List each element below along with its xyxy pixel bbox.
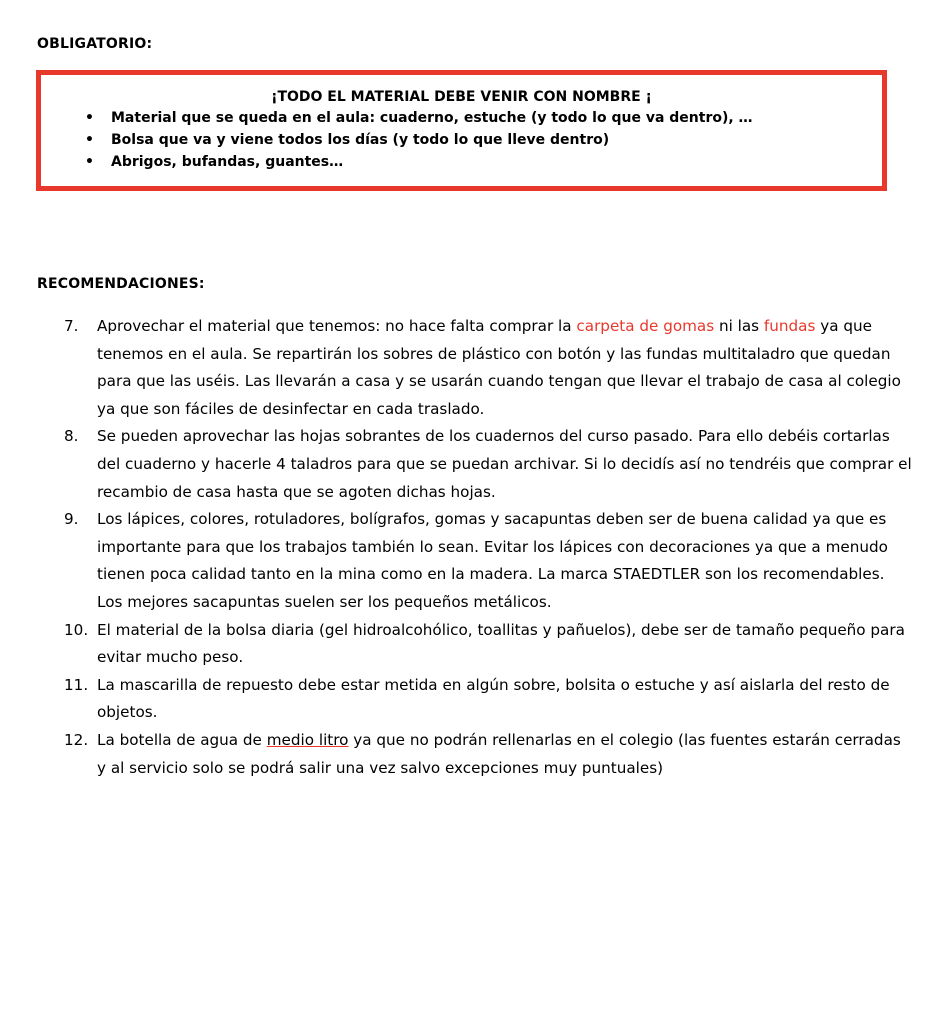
item-number: 11.	[64, 675, 89, 694]
highlight-fundas: fundas	[763, 317, 816, 335]
item-number: 12.	[64, 730, 89, 749]
obligatorio-heading: OBLIGATORIO:	[37, 36, 153, 52]
highlight-carpeta: carpeta de gomas	[576, 317, 715, 335]
notice-title: ¡TODO EL MATERIAL DEBE VENIR CON NOMBRE ¡	[271, 89, 652, 105]
item-text: La mascarilla de repuesto debe estar metida en algún sobre, bolsita o estuche y así aislarla del resto de objetos.	[97, 675, 890, 722]
item-text: Se pueden aprovechar las hojas sobrantes de los cuadernos del curso pasado. Para ello debéis cortarlas del cuaderno y hacerle 4 taladros para que se puedan archivar. Si lo decidís así no tendréis que comprar el recambio de casa hasta que se agoten dichas hojas.	[97, 427, 912, 501]
item-text: Aprovechar el material que tenemos: no hace falta comprar la	[97, 317, 577, 335]
mandatory-item	[85, 129, 882, 151]
bullet-icon: •	[85, 110, 94, 126]
mandatory-notice-box	[36, 70, 887, 191]
item-number: 7.	[64, 317, 79, 335]
mandatory-list	[41, 107, 882, 173]
recommendation-item	[64, 423, 914, 506]
item-text: La botella de agua de	[97, 730, 267, 749]
mandatory-item	[85, 107, 882, 129]
recomendaciones-heading: RECOMENDACIONES:	[37, 276, 205, 292]
mandatory-item-text: Abrigos, bufandas, guantes…	[111, 154, 344, 170]
item-number: 8.	[64, 427, 79, 446]
recommendation-item	[64, 672, 914, 727]
item-number: 9.	[64, 510, 79, 529]
recommendations-list	[64, 313, 914, 782]
underlined-medio-litro: medio litro	[266, 730, 349, 749]
mandatory-item-text: Material que se queda en el aula: cuaderno, estuche (y todo lo que va dentro), …	[111, 110, 753, 126]
item-text: ya que tenemos en el aula. Se repartirán los sobres de plástico con botón y las fundas multitaladro que quedan para que las uséis. Las llevarán a casa y se usarán cuando tengan que llevar el trabajo de casa al colegio ya que son fáciles de desinfectar en cada traslado.	[97, 317, 901, 418]
bullet-icon: •	[85, 132, 94, 148]
recommendation-item	[64, 506, 914, 616]
recommendation-item	[64, 727, 914, 782]
item-text: ya que no podrán rellenarlas en el colegio (las fuentes estarán cerradas y al servicio solo se podrá salir una vez salvo excepciones muy puntuales)	[97, 730, 901, 777]
item-text: El material de la bolsa diaria (gel hidroalcohólico, toallitas y pañuelos), debe ser de tamaño pequeño para evitar mucho peso.	[97, 620, 905, 667]
recommendation-item	[64, 617, 914, 672]
item-text: Los lápices, colores, rotuladores, bolígrafos, gomas y sacapuntas deben ser de buena calidad ya que es importante para que los trabajos también lo sean. Evitar los lápices con decoraciones ya que a menudo tienen poca calidad tanto en la mina como en la madera. La marca STAEDTLER son los recomendables. Los mejores sacapuntas suelen ser los pequeños metálicos.	[97, 510, 888, 611]
item-text: ni las	[714, 317, 764, 335]
item-number: 10.	[64, 620, 89, 639]
recommendation-item	[64, 313, 914, 423]
bullet-icon: •	[85, 154, 94, 170]
mandatory-item	[85, 151, 882, 173]
mandatory-item-text: Bolsa que va y viene todos los días (y todo lo que lleve dentro)	[111, 132, 610, 148]
